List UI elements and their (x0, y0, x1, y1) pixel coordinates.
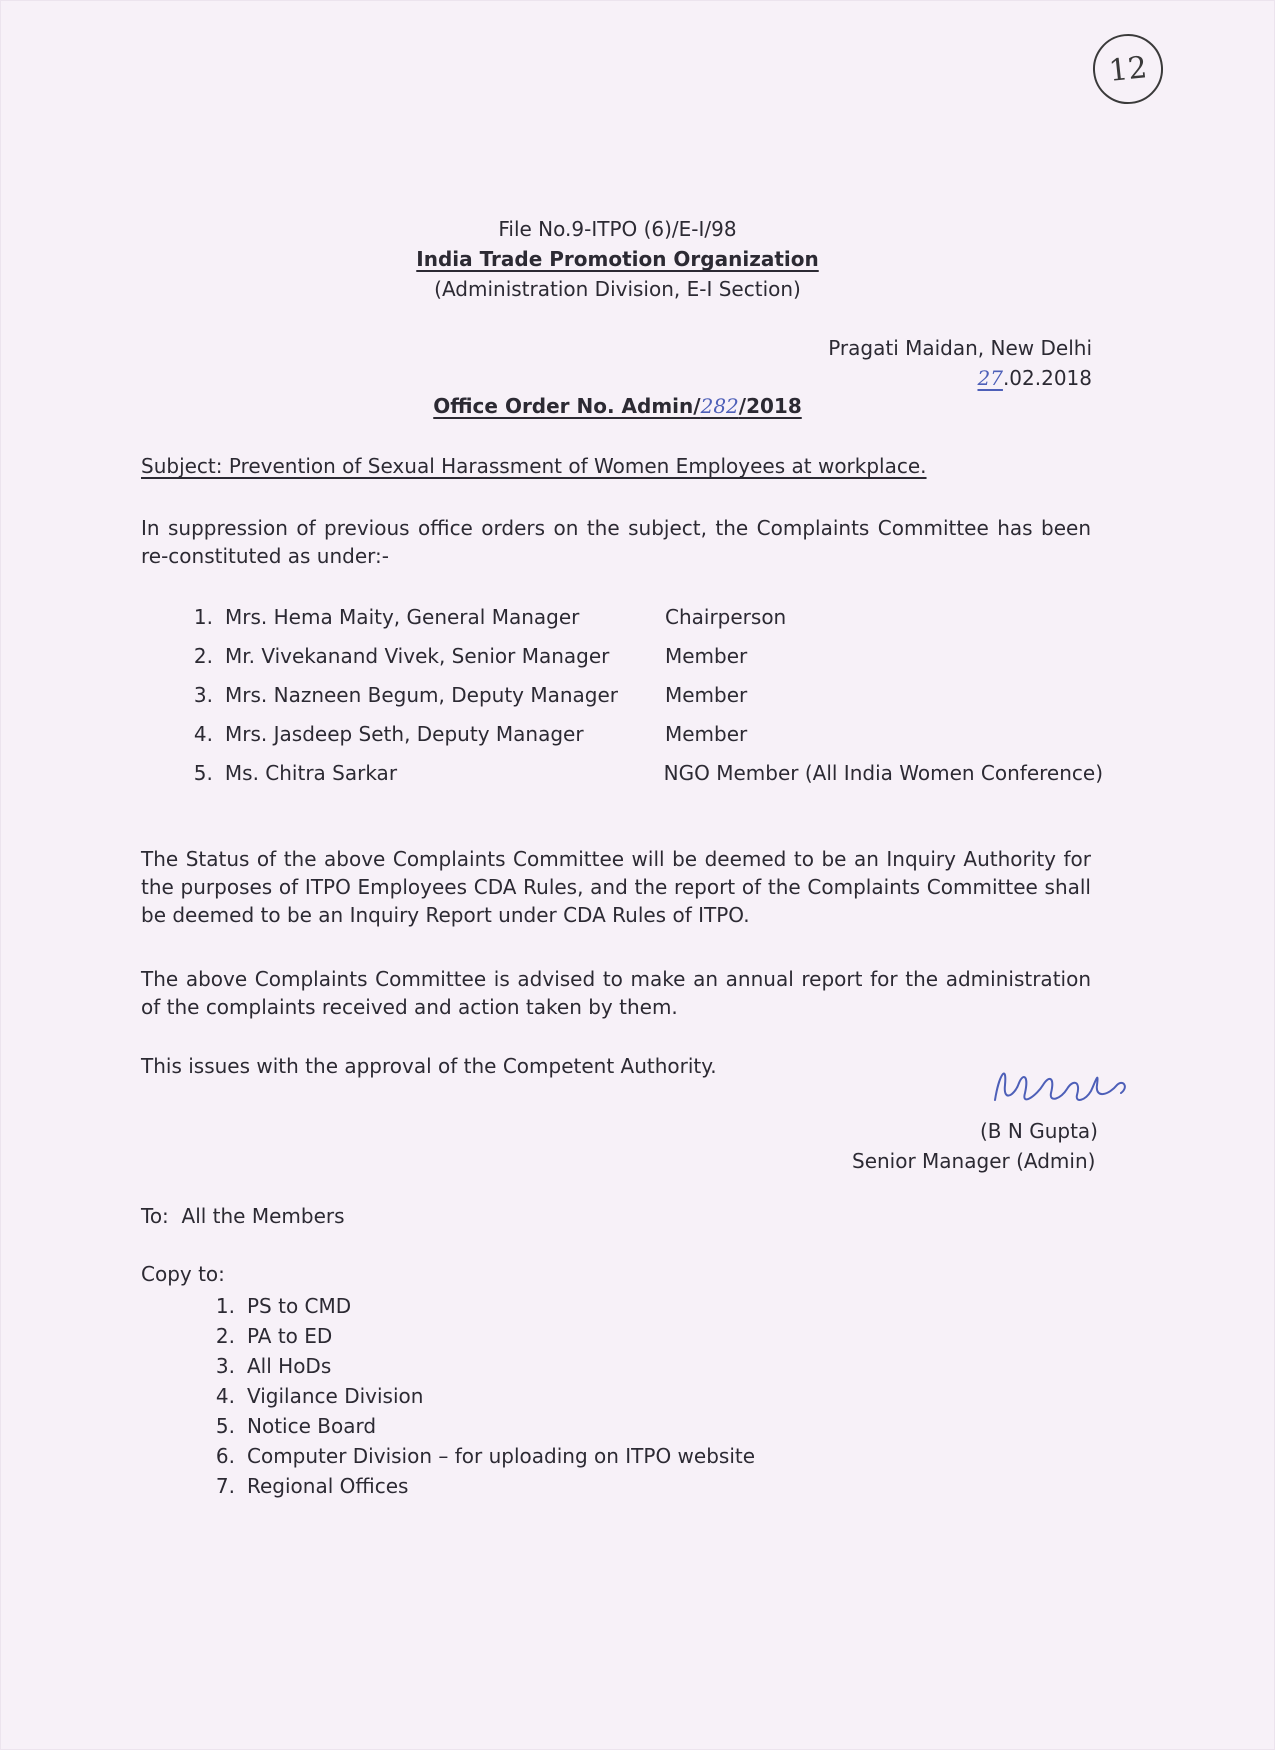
member-number: 5. (193, 760, 213, 785)
copy-to-label: Copy to: (141, 1262, 225, 1286)
date-day-handwritten: 27 (977, 366, 1003, 390)
copy-to-list (205, 1291, 755, 1501)
list-item-text: PA to ED (247, 1324, 333, 1348)
member-role: Chairperson (665, 604, 787, 629)
committee-members-list (173, 597, 1103, 792)
member-row (173, 636, 1103, 675)
member-row (173, 675, 1103, 714)
member-number: 2. (193, 643, 213, 668)
list-item (205, 1291, 755, 1321)
list-item-number: 4. (215, 1384, 235, 1408)
list-item-number: 1. (215, 1294, 235, 1318)
organization-name: India Trade Promotion Organization (416, 247, 819, 271)
member-role: Member (665, 643, 748, 668)
list-item (205, 1471, 755, 1501)
list-item (205, 1411, 755, 1441)
member-name: Mrs. Jasdeep Seth, Deputy Manager (225, 721, 584, 746)
member-number: 4. (193, 721, 213, 746)
list-item (205, 1351, 755, 1381)
member-name: Ms. Chitra Sarkar (224, 760, 398, 785)
signatory-designation: Senior Manager (Admin) (852, 1149, 1096, 1173)
list-item (205, 1441, 755, 1471)
to-line: To: All the Members (141, 1204, 345, 1228)
list-item (205, 1321, 755, 1351)
list-item-text: Vigilance Division (247, 1384, 424, 1408)
member-number: 3. (193, 682, 213, 707)
place: Pragati Maidan, New Delhi (828, 336, 1092, 360)
member-row (173, 597, 1103, 636)
date-month-year: .02.2018 (1002, 366, 1092, 390)
member-role: NGO Member (All India Women Conference) (663, 760, 1103, 785)
member-name: Mrs. Hema Maity, General Manager (225, 604, 580, 629)
file-number: File No.9-ITPO (6)/E-I/98 (498, 217, 737, 241)
list-item-number: 2. (215, 1324, 235, 1348)
signatory-name: (B N Gupta) (980, 1119, 1098, 1143)
member-row (173, 714, 1103, 753)
member-row (173, 753, 1103, 792)
status-paragraph: The Status of the above Complaints Committee will be deemed to be an Inquiry Authority for the purposes of ITPO Employees CDA Rules, and the report of the Complaints Committee shall be deemed to be an Inquiry Report under CDA Rules of ITPO. (141, 847, 1091, 927)
handwritten-signature (985, 1055, 1135, 1115)
list-item (205, 1381, 755, 1411)
member-name: Mrs. Nazneen Begum, Deputy Manager (225, 682, 619, 707)
list-item-text: Notice Board (247, 1414, 377, 1438)
page-number-stamp (1090, 31, 1167, 108)
member-number: 1. (193, 604, 213, 629)
member-role: Member (665, 682, 748, 707)
order-prefix: Office Order No. Admin/ (433, 394, 701, 418)
list-item-text: PS to CMD (247, 1294, 352, 1318)
division-name: (Administration Division, E-I Section) (434, 277, 801, 301)
list-item-number: 6. (215, 1444, 235, 1468)
annual-report-paragraph: The above Complaints Committee is advised to make an annual report for the administration of the complaints received and action taken by them. (141, 967, 1091, 1019)
list-item-number: 3. (215, 1354, 235, 1378)
intro-paragraph: In suppression of previous office orders on the subject, the Complaints Committee has been re-constituted as under:- (141, 516, 1091, 568)
list-item-number: 5. (215, 1414, 235, 1438)
member-name: Mr. Vivekanand Vivek, Senior Manager (225, 643, 610, 668)
page-number: 12 (1107, 49, 1149, 89)
list-item-text: Computer Division – for uploading on ITPO website (247, 1444, 756, 1468)
list-item-text: All HoDs (247, 1354, 332, 1378)
date (977, 366, 1092, 390)
subject-line: Subject: Prevention of Sexual Harassment of Women Employees at workplace. (141, 454, 927, 478)
order-number-handwritten: 282 (700, 394, 739, 418)
approval-paragraph: This issues with the approval of the Competent Authority. (141, 1054, 717, 1078)
office-order-number (0, 393, 1235, 419)
member-role: Member (665, 721, 748, 746)
order-suffix: /2018 (738, 394, 802, 418)
list-item-number: 7. (215, 1474, 235, 1498)
list-item-text: Regional Offices (247, 1474, 409, 1498)
